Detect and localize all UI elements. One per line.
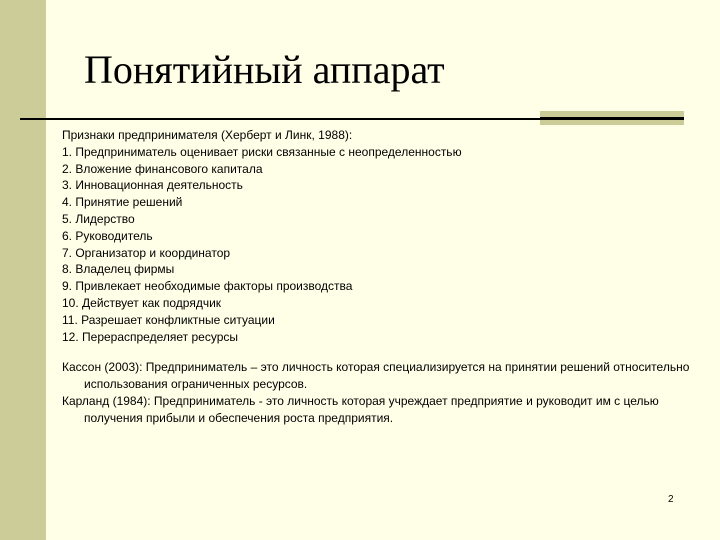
list-item: 12. Перераспределяет ресурсы xyxy=(62,329,238,344)
slide-body xyxy=(62,127,690,427)
spacer xyxy=(62,345,690,359)
list-item: 9. Привлекает необходимые факторы производства xyxy=(62,279,353,294)
list-item: 11. Разрешает конфликтные ситуации xyxy=(62,312,275,327)
definition-casson: Кассон (2003): Предприниматель – это личность которая специализируется на принятии решений относительно использования ограниченных ресурсов. xyxy=(62,360,690,392)
list-item: 4. Принятие решений xyxy=(62,195,183,210)
list-item: 1. Предприниматель оценивает риски связанные с неопределенностью xyxy=(62,144,462,159)
list-item: 7. Организатор и координатор xyxy=(62,245,231,260)
list-item: 10. Действует как подрядчик xyxy=(62,295,222,310)
page-number: 2 xyxy=(668,494,674,505)
definition-carland: Карланд (1984): Предприниматель - это личность которая учреждает предприятие и руководит им с целью получения прибыли и обеспечения роста предприятия. xyxy=(62,393,659,425)
left-decorative-band xyxy=(0,0,46,540)
list-item: 5. Лидерство xyxy=(62,211,135,226)
list-item: 3. Инновационная деятельность xyxy=(62,178,243,193)
list-item: 6. Руководитель xyxy=(62,228,153,243)
slide-title: Понятийный аппарат xyxy=(84,47,445,92)
list-intro: Признаки предпринимателя (Херберт и Линк, 1988): xyxy=(62,128,353,142)
list-item: 2. Вложение финансового капитала xyxy=(62,161,263,176)
list-item: 8. Владелец фирмы xyxy=(62,262,175,277)
title-underline-accent-line xyxy=(540,117,684,120)
